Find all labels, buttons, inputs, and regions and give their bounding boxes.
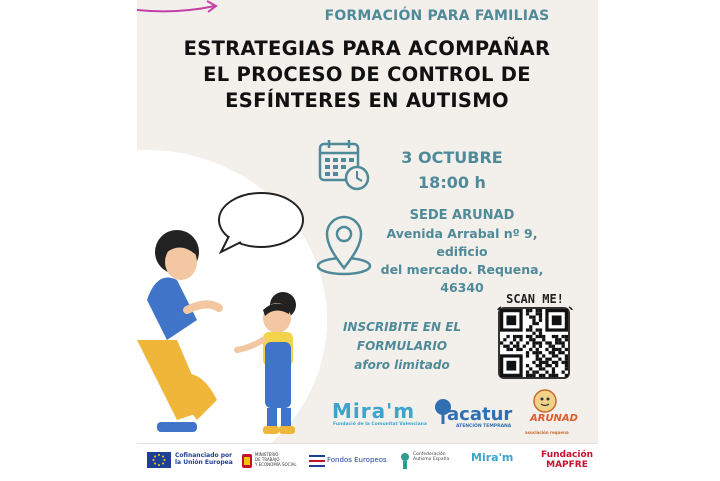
spain-crest-icon: [241, 452, 253, 470]
arrow-icon: [137, 0, 227, 24]
event-poster: [137, 0, 598, 480]
event-date: 3 OCTUBRE: [401, 148, 503, 167]
venue-address-2: del mercado. Requena,: [380, 262, 544, 277]
mapfre-text: MAPFRE: [546, 460, 588, 470]
qr-code-pattern: [500, 309, 568, 377]
event-date-time: [382, 145, 522, 195]
venue-postal-code: 46340: [440, 280, 484, 295]
acatur-logo: acatur: [447, 404, 513, 425]
conf-line-2: Autismo España: [413, 457, 450, 462]
title-line-3: ESFÍNTERES EN AUTISMO: [225, 89, 509, 112]
venue-info: [367, 207, 557, 297]
venue-name: SEDE ARUNAD: [409, 208, 515, 223]
miram-logo-subtitle: Fundació de la Comunitat Valenciana: [333, 422, 427, 427]
eu-line-2: la Unión Europea: [175, 459, 233, 466]
fondos-europeos-text: Fondos Europeos: [327, 456, 387, 464]
confederation-icon: [399, 452, 411, 470]
arunad-figure-icon: [532, 388, 558, 414]
eu-flag-icon: [147, 452, 171, 468]
fondos-europeos-icon: [309, 454, 325, 468]
ministry-text: [255, 452, 297, 467]
eu-line-1: Cofinanciado por: [175, 452, 233, 459]
sponsor-footer: [137, 443, 598, 481]
title-line-2: EL PROCESO DE CONTROL DE: [203, 63, 531, 86]
registration-line-2: FORMULARIO: [356, 339, 448, 353]
fundacion-text: Fundación: [541, 450, 594, 460]
confederation-text: [413, 452, 449, 462]
eu-cofunding-text: [175, 452, 233, 466]
qr-code-icon[interactable]: [498, 307, 570, 379]
scan-me-text: SCAN ME!: [506, 292, 564, 306]
kicker-text: FORMACIÓN PARA FAMILIAS: [324, 8, 550, 24]
footer-miram-logo: Mira'm: [471, 451, 514, 464]
acatur-logo-subtitle: ATENCIÓN TEMPRANA: [456, 424, 512, 429]
registration-info: [337, 318, 467, 375]
calendar-clock-icon: [317, 138, 371, 192]
ministry-line-1: MINISTERIO: [255, 452, 279, 457]
fundacion-mapfre-logo: [541, 450, 593, 470]
miram-logo: Mira'm: [332, 399, 416, 423]
arunad-logo-subtitle: asociación requena: [525, 430, 569, 435]
ministry-line-3: Y ECONOMÍA SOCIAL: [255, 462, 297, 467]
registration-line-3: aforo limitado: [354, 358, 450, 372]
mother-child-illustration: [137, 190, 327, 440]
registration-line-1: INSCRIBITE EN EL: [342, 320, 462, 334]
speech-bubble-icon: [219, 193, 303, 252]
title-line-1: ESTRATEGIAS PARA ACOMPAÑAR: [183, 37, 551, 60]
venue-address-1: Avenida Arrabal nº 9, edificio: [386, 226, 538, 259]
event-time: 18:00 h: [418, 173, 486, 192]
ministry-line-2: DE TRABAJO: [255, 457, 280, 462]
arunad-logo: ARUNAD: [530, 413, 578, 424]
page-title: [157, 36, 577, 114]
conf-line-1: Confederación: [413, 452, 446, 457]
